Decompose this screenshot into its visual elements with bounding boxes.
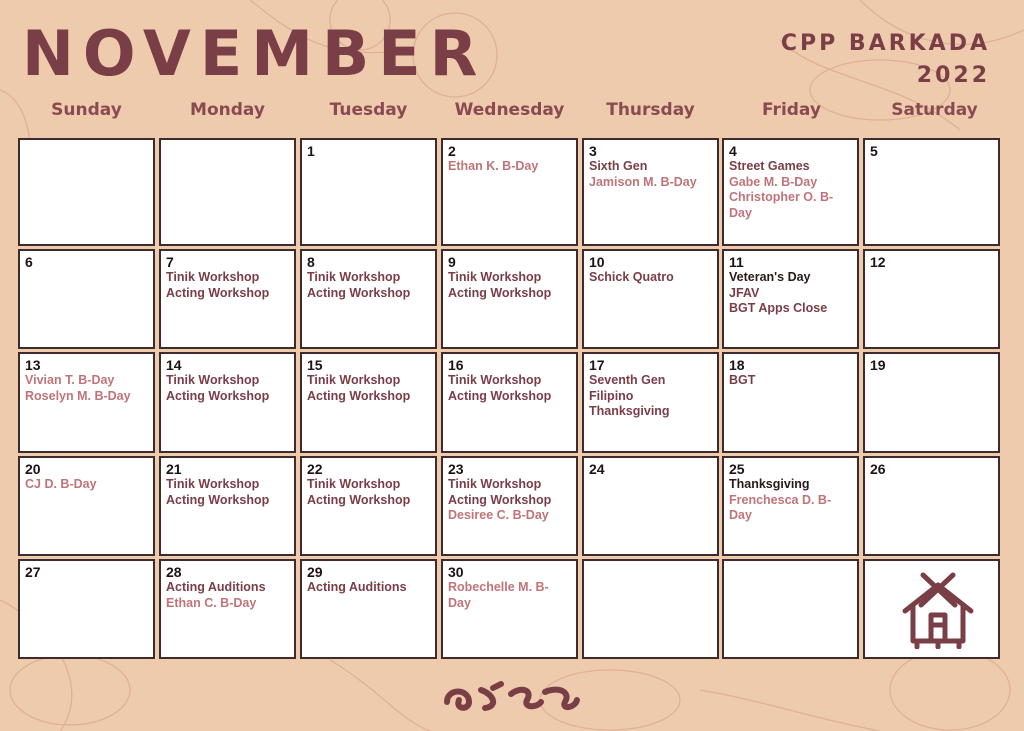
day-number: 10 <box>589 254 605 270</box>
day-cell <box>18 249 155 349</box>
birthday-event: Jamison M. B-Day <box>589 174 697 189</box>
calendar-event: Acting Workshop <box>448 388 552 403</box>
bahay-kubo-house-icon <box>901 571 975 649</box>
weekday-header-row <box>18 100 1010 126</box>
day-cell <box>582 138 719 246</box>
day-number: 24 <box>589 461 605 477</box>
calendar-event: Acting Workshop <box>307 285 411 300</box>
day-cell <box>159 352 296 453</box>
day-cell <box>441 559 578 659</box>
birthday-event: Robechelle M. B-Day <box>448 580 549 610</box>
day-number: 16 <box>448 357 464 373</box>
calendar-event: JFAV <box>729 285 760 300</box>
day-cell <box>159 559 296 659</box>
weekday-friday: Friday <box>762 100 821 120</box>
birthday-event: Desiree C. B-Day <box>448 508 549 522</box>
day-number: 9 <box>448 254 456 270</box>
day-number: 26 <box>870 461 886 477</box>
day-number: 11 <box>729 254 744 270</box>
day-number: 20 <box>25 461 41 477</box>
day-cell <box>722 249 859 349</box>
calendar-year: 2022 <box>916 63 990 88</box>
day-number: 21 <box>166 461 182 477</box>
calendar-event: Tinik Workshop <box>166 373 260 387</box>
day-cell <box>863 456 1000 556</box>
day-cell <box>300 249 437 349</box>
calendar-event: Sixth Gen <box>589 159 648 173</box>
day-number: 15 <box>307 357 323 373</box>
day-cell <box>300 352 437 453</box>
day-cell <box>159 249 296 349</box>
calendar-event: Tinik Workshop <box>166 477 260 491</box>
day-cell <box>863 249 1000 349</box>
month-title: NOVEMBER <box>22 17 487 90</box>
calendar-event: Thanksgiving <box>729 477 810 491</box>
calendar-event: Tinik Workshop <box>448 270 542 284</box>
day-number: 23 <box>448 461 464 477</box>
day-cell <box>300 559 437 659</box>
birthday-event: Frenchesca D. B-Day <box>729 492 832 522</box>
birthday-event: Roselyn M. B-Day <box>25 388 131 403</box>
calendar-event: Veteran's Day <box>729 270 811 284</box>
calendar-event: Acting Workshop <box>448 285 552 300</box>
day-cell <box>18 352 155 453</box>
day-number: 3 <box>589 143 597 159</box>
calendar-event: Tinik Workshop <box>307 477 401 491</box>
day-number: 27 <box>25 564 41 580</box>
birthday-event: Ethan K. B-Day <box>448 159 539 173</box>
weekday-sunday: Sunday <box>51 100 122 120</box>
birthday-event: Vivian T. B-Day <box>25 373 115 387</box>
day-number: 19 <box>870 357 886 373</box>
birthday-event: CJ D. B-Day <box>25 477 97 491</box>
birthday-event: Ethan C. B-Day <box>166 595 257 610</box>
day-number: 6 <box>25 254 33 270</box>
day-cell <box>582 559 719 659</box>
day-cell <box>441 456 578 556</box>
weekday-thursday: Thursday <box>606 100 695 120</box>
calendar-event: Seventh Gen <box>589 373 666 387</box>
day-number: 17 <box>589 357 605 373</box>
calendar-event: Acting Workshop <box>307 492 411 507</box>
calendar-event: Filipino Thanksgiving <box>589 388 670 418</box>
day-cell <box>582 456 719 556</box>
organization-label <box>781 28 990 92</box>
calendar-event: Acting Workshop <box>307 388 411 403</box>
weekday-saturday: Saturday <box>891 100 978 120</box>
day-number: 18 <box>729 357 745 373</box>
day-number: 7 <box>166 254 174 270</box>
day-number: 14 <box>166 357 182 373</box>
day-cell <box>441 352 578 453</box>
day-number: 29 <box>307 564 323 580</box>
calendar-event: Acting Workshop <box>166 388 270 403</box>
day-number: 2 <box>448 143 456 159</box>
day-cell <box>300 456 437 556</box>
calendar-event: Acting Auditions <box>307 580 407 594</box>
day-cell <box>441 249 578 349</box>
day-number: 12 <box>870 254 886 270</box>
day-cell <box>18 559 155 659</box>
day-cell <box>159 138 296 246</box>
day-cell <box>722 352 859 453</box>
birthday-event: Christopher O. B-Day <box>729 190 834 220</box>
day-cell <box>863 559 1000 659</box>
day-number: 8 <box>307 254 315 270</box>
birthday-event: Gabe M. B-Day <box>729 174 818 189</box>
calendar-event: BGT <box>729 373 756 387</box>
calendar-event: BGT Apps Close <box>729 301 828 315</box>
calendar-event: Acting Workshop <box>448 492 552 507</box>
calendar-event: Tinik Workshop <box>448 477 542 491</box>
day-number: 25 <box>729 461 745 477</box>
baybayin-logo-icon <box>441 680 581 716</box>
day-cell <box>582 249 719 349</box>
day-cell <box>722 138 859 246</box>
day-number: 4 <box>729 143 737 159</box>
calendar-event: Tinik Workshop <box>307 270 401 284</box>
day-cell <box>863 138 1000 246</box>
day-cell <box>159 456 296 556</box>
day-cell <box>863 352 1000 453</box>
calendar-event: Schick Quatro <box>589 270 674 284</box>
calendar-event: Tinik Workshop <box>166 270 260 284</box>
weekday-wednesday: Wednesday <box>454 100 565 120</box>
day-number: 28 <box>166 564 182 580</box>
day-cell <box>441 138 578 246</box>
day-cell <box>722 456 859 556</box>
day-cell <box>300 138 437 246</box>
weekday-tuesday: Tuesday <box>329 100 408 120</box>
calendar-event: Tinik Workshop <box>448 373 542 387</box>
day-number: 1 <box>307 143 315 159</box>
calendar-event: Street Games <box>729 159 810 173</box>
calendar-event: Acting Workshop <box>166 492 270 507</box>
day-number: 22 <box>307 461 323 477</box>
day-cell <box>722 559 859 659</box>
calendar-event: Acting Auditions <box>166 580 266 594</box>
weekday-monday: Monday <box>190 100 265 120</box>
day-cell <box>582 352 719 453</box>
day-number: 30 <box>448 564 464 580</box>
day-number: 5 <box>870 143 878 159</box>
day-number: 13 <box>25 357 41 373</box>
calendar-event: Acting Workshop <box>166 285 270 300</box>
organization-name: CPP BARKADA <box>780 31 990 56</box>
calendar-event: Tinik Workshop <box>307 373 401 387</box>
day-cell <box>18 456 155 556</box>
day-cell <box>18 138 155 246</box>
